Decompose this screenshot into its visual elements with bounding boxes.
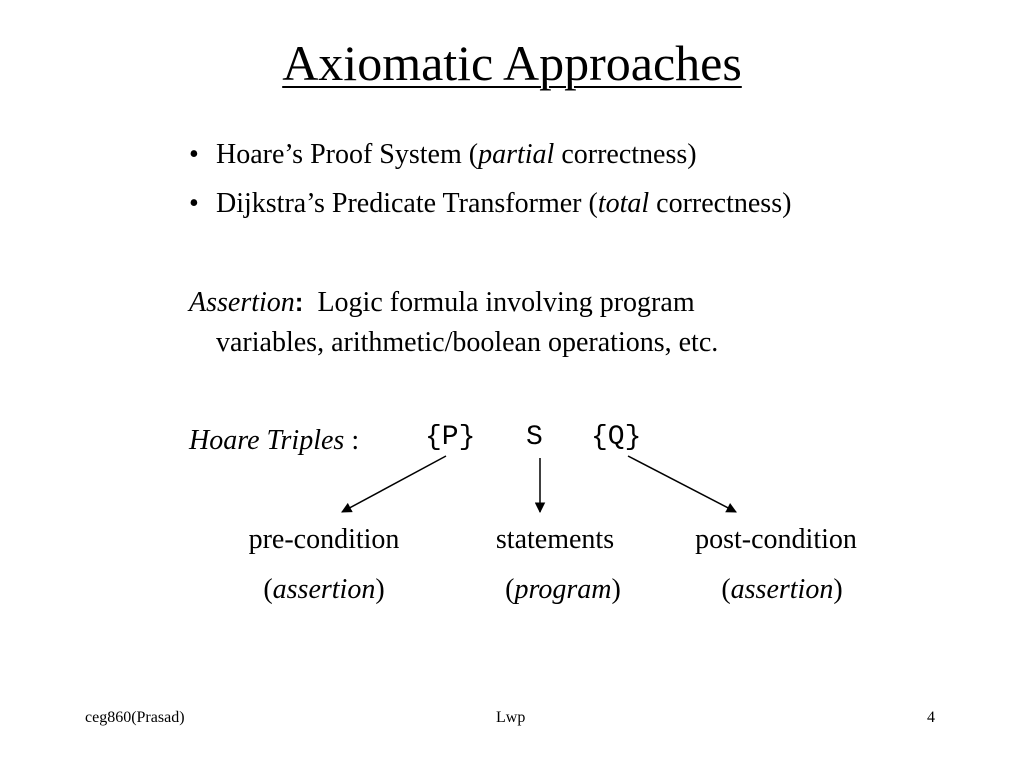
hoare-triples-term: Hoare Triples — [189, 425, 345, 456]
bullet-marker: • — [189, 188, 199, 219]
bullet-text: correctness) — [554, 139, 697, 170]
precondition-label: pre-condition — [248, 524, 400, 555]
statements-label: statements — [495, 524, 615, 555]
postcondition-kind-term: assertion — [730, 574, 834, 605]
paren-close: ) — [375, 574, 385, 605]
bullet-text: correctness) — [649, 188, 792, 219]
footer-left: ceg860(Prasad) — [85, 709, 185, 726]
paren-close: ) — [611, 574, 621, 605]
footer-center: Lwp — [496, 709, 526, 726]
assertion-colon: : — [294, 287, 304, 317]
arrow-to-precondition — [342, 456, 446, 512]
paren-open: ( — [721, 574, 731, 605]
bullet-text: Hoare’s Proof System ( — [216, 139, 479, 170]
postcondition-label: post-condition — [695, 524, 857, 555]
assertion-text-line2: variables, arithmetic/boolean operations, etc. — [216, 327, 719, 358]
bullet-emphasis: partial — [478, 139, 555, 170]
hoare-precondition-symbol: {P} — [425, 422, 476, 453]
precondition-kind-term: assertion — [272, 574, 376, 605]
precondition-kind — [204, 573, 444, 607]
hoare-statement-symbol: S — [526, 422, 543, 453]
paren-close: ) — [833, 574, 843, 605]
assertion-term: Assertion — [189, 287, 295, 318]
arrow-to-postcondition — [628, 456, 736, 512]
statements-kind-term: program — [514, 574, 612, 605]
postcondition-kind — [662, 573, 902, 607]
statements-kind — [443, 573, 683, 607]
slide-title: Axiomatic Approaches — [282, 35, 742, 91]
hoare-postcondition-symbol: {Q} — [591, 422, 642, 453]
bullet-emphasis: total — [597, 188, 650, 219]
assertion-text-line1: Logic formula involving program — [317, 287, 695, 318]
paren-open: ( — [505, 574, 515, 605]
hoare-triples-colon: : — [344, 425, 360, 456]
paren-open: ( — [263, 574, 273, 605]
footer-page-number: 4 — [927, 709, 935, 726]
bullet-marker: • — [189, 139, 199, 170]
bullet-text: Dijkstra’s Predicate Transformer ( — [216, 188, 598, 219]
